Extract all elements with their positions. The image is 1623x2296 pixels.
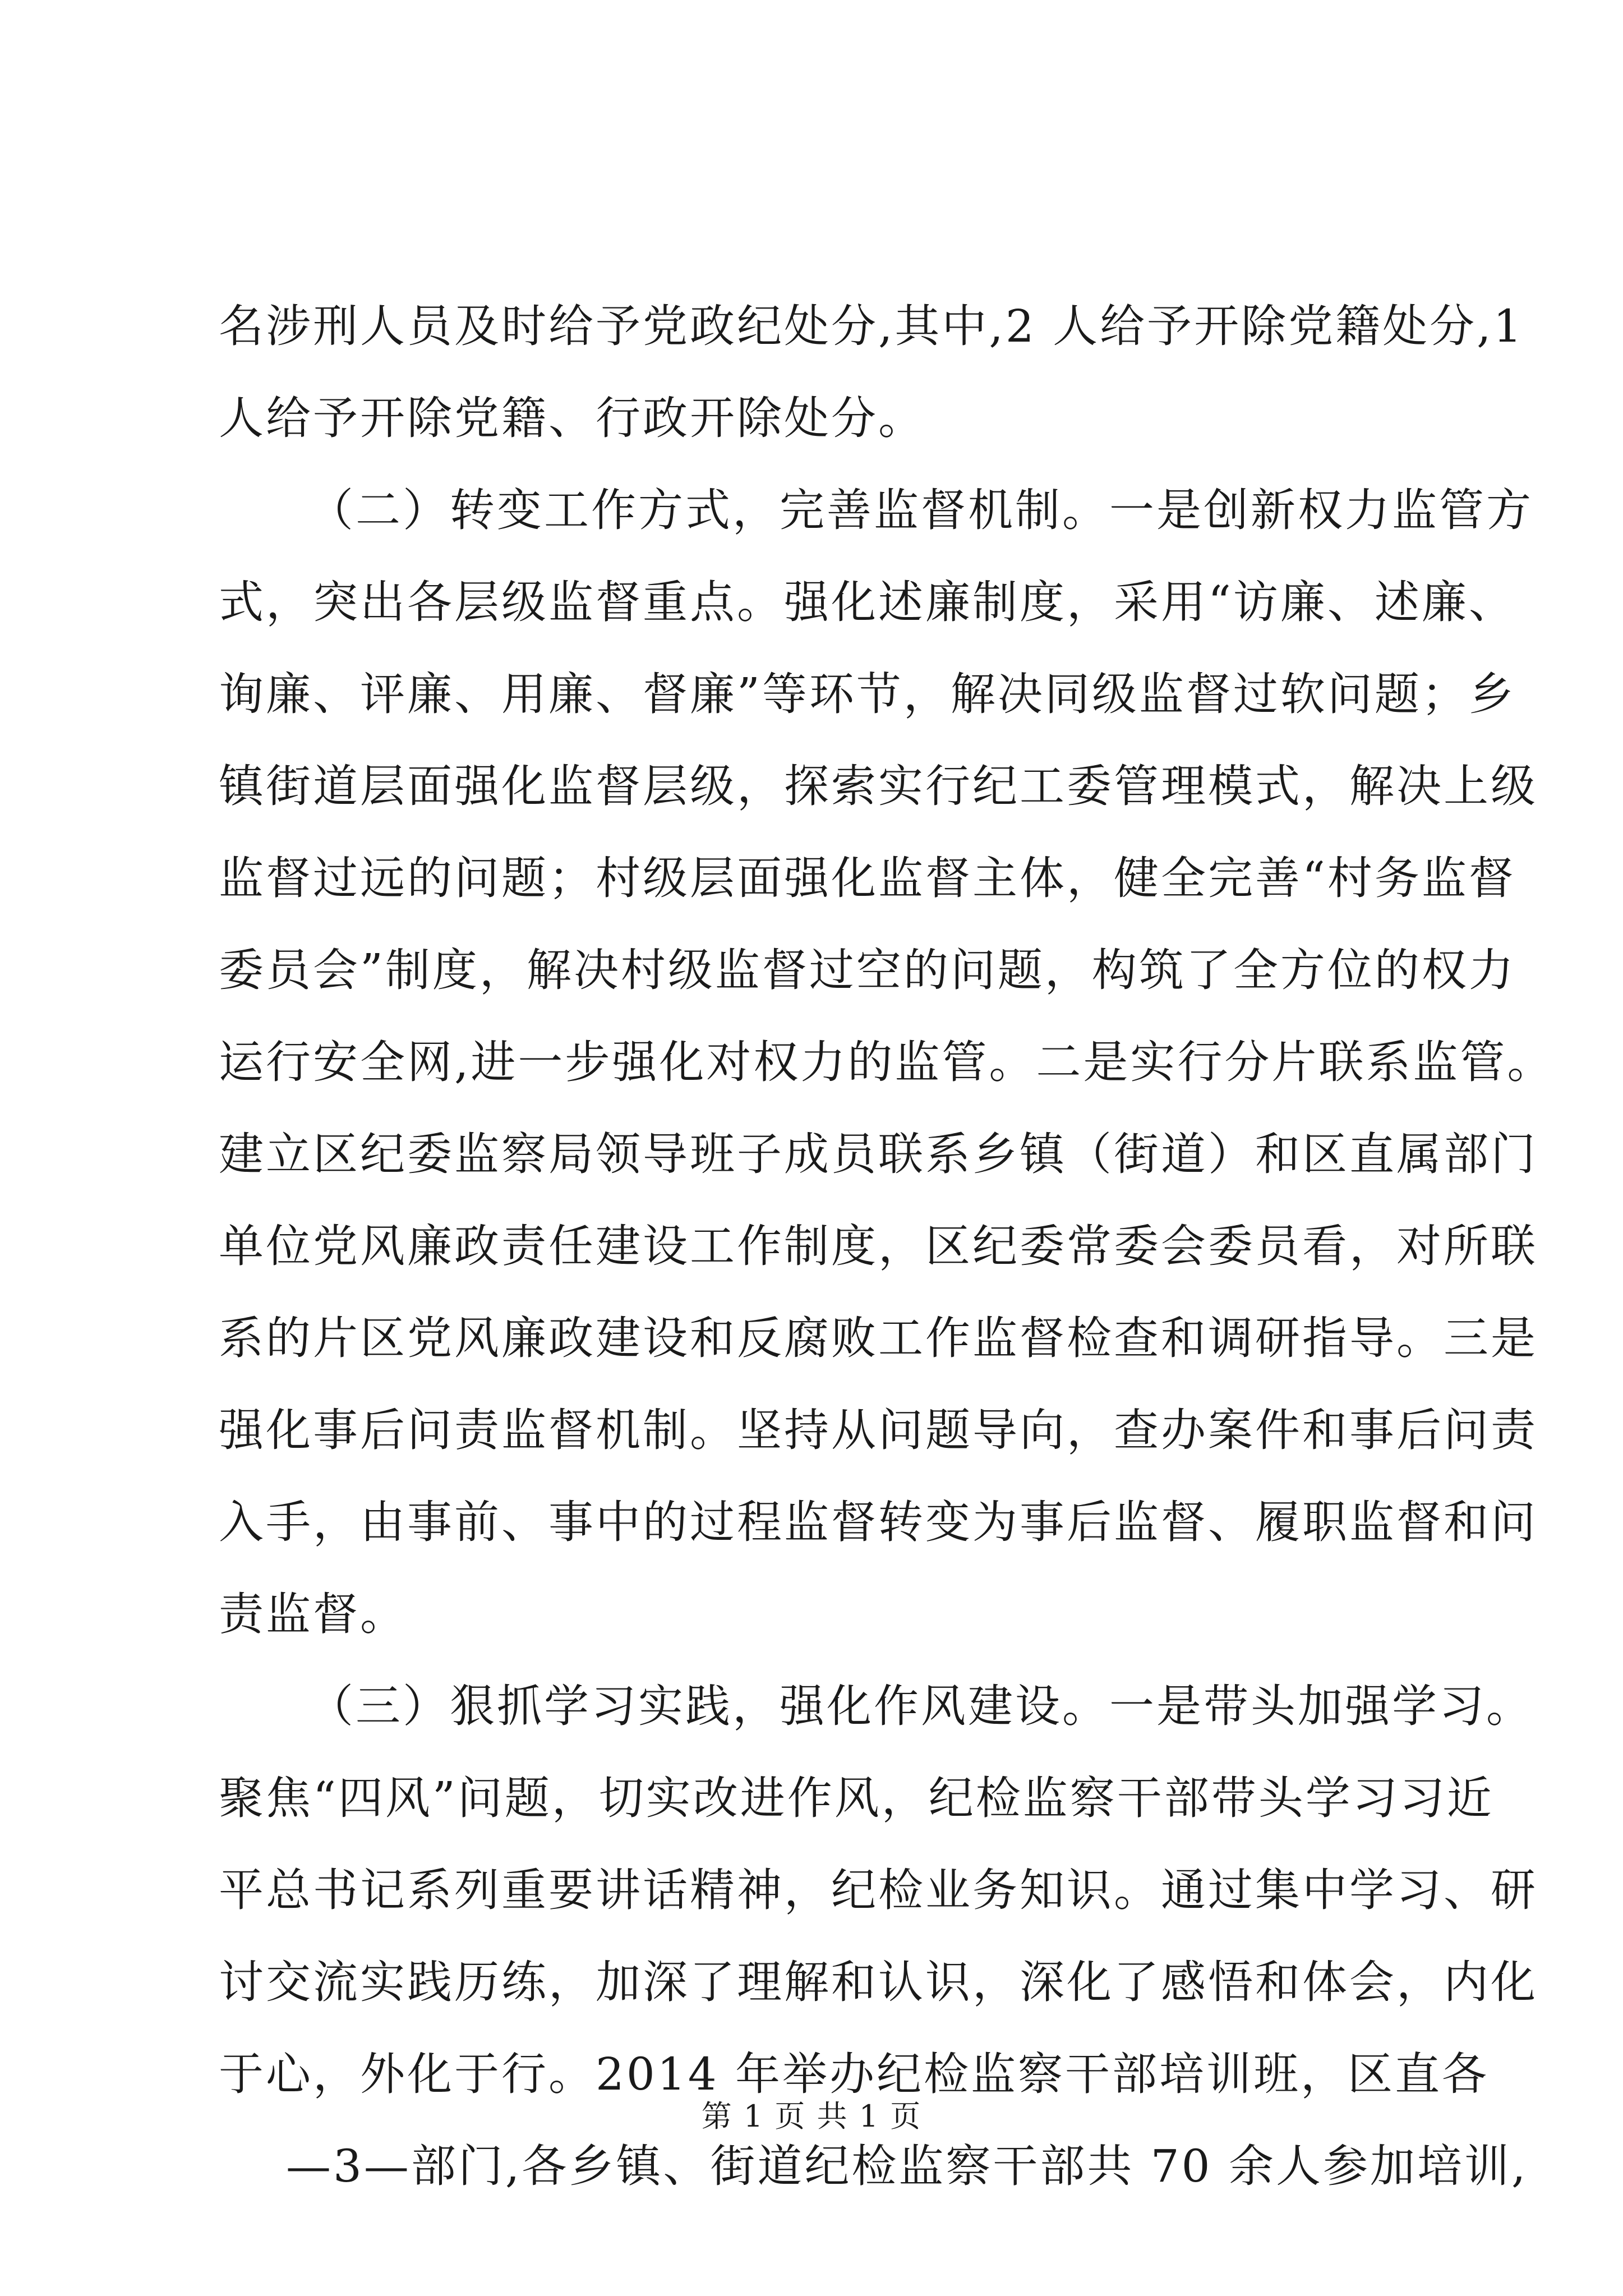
text-line: 建立区纪委监察局领导班子成员联系乡镇（街道）和区直属部门 — [219, 1128, 1538, 1180]
text-line: 询廉、评廉、用廉、督廉”等环节，解决同级监督过软问题；乡 — [219, 668, 1516, 720]
text-line: 于心，外化于行。2014 年举办纪检监察干部培训班，区直各 — [219, 2048, 1490, 2100]
text-line: 名涉刑人员及时给予党政纪处分,其中,2 人给予开除党籍处分,1 — [219, 300, 1524, 352]
text-line: 式，突出各层级监督重点。强化述廉制度，采用“访廉、述廉、 — [219, 576, 1516, 628]
text-line: 系的片区党风廉政建设和反腐败工作监督检查和调研指导。三是 — [219, 1312, 1538, 1364]
text-line: 镇街道层面强化监督层级，探索实行纪工委管理模式，解决上级 — [219, 760, 1538, 812]
text-line: 强化事后问责监督机制。坚持从问题导向，查办案件和事后问责 — [219, 1404, 1538, 1456]
section-heading-line: （二）转变工作方式，完善监督机制。一是创新权力监管方 — [308, 484, 1533, 536]
text-line: 讨交流实践历练，加深了理解和认识，深化了感悟和体会，内化 — [219, 1956, 1538, 2008]
text-line: 平总书记系列重要讲话精神，纪检业务知识。通过集中学习、研 — [219, 1864, 1538, 1916]
section-heading-line: （三）狠抓学习实践，强化作风建设。一是带头加强学习。 — [308, 1680, 1533, 1732]
text-line: 入手，由事前、事中的过程监督转变为事后监督、履职监督和问 — [219, 1496, 1538, 1548]
text-line: —3—部门,各乡镇、街道纪检监察干部共 70 余人参加培训, — [286, 2140, 1528, 2192]
body-text — [219, 280, 1555, 2212]
text-line: 责监督。 — [219, 1588, 407, 1640]
page-footer: 第 1 页 共 1 页 — [701, 2099, 922, 2134]
text-line: 监督过远的问题；村级层面强化监督主体，健全完善“村务监督 — [219, 852, 1516, 904]
text-line: 运行安全网,进一步强化对权力的监管。二是实行分片联系监管。 — [219, 1036, 1555, 1088]
text-line: 人给予开除党籍、行政开除处分。 — [219, 392, 925, 444]
text-line: 聚焦“四风”问题，切实改进作风，纪检监察干部带头学习习近 — [219, 1772, 1494, 1824]
text-line: 单位党风廉政责任建设工作制度，区纪委常委会委员看，对所联 — [219, 1220, 1538, 1272]
text-line: 委员会”制度，解决村级监督过空的问题，构筑了全方位的权力 — [219, 944, 1516, 996]
